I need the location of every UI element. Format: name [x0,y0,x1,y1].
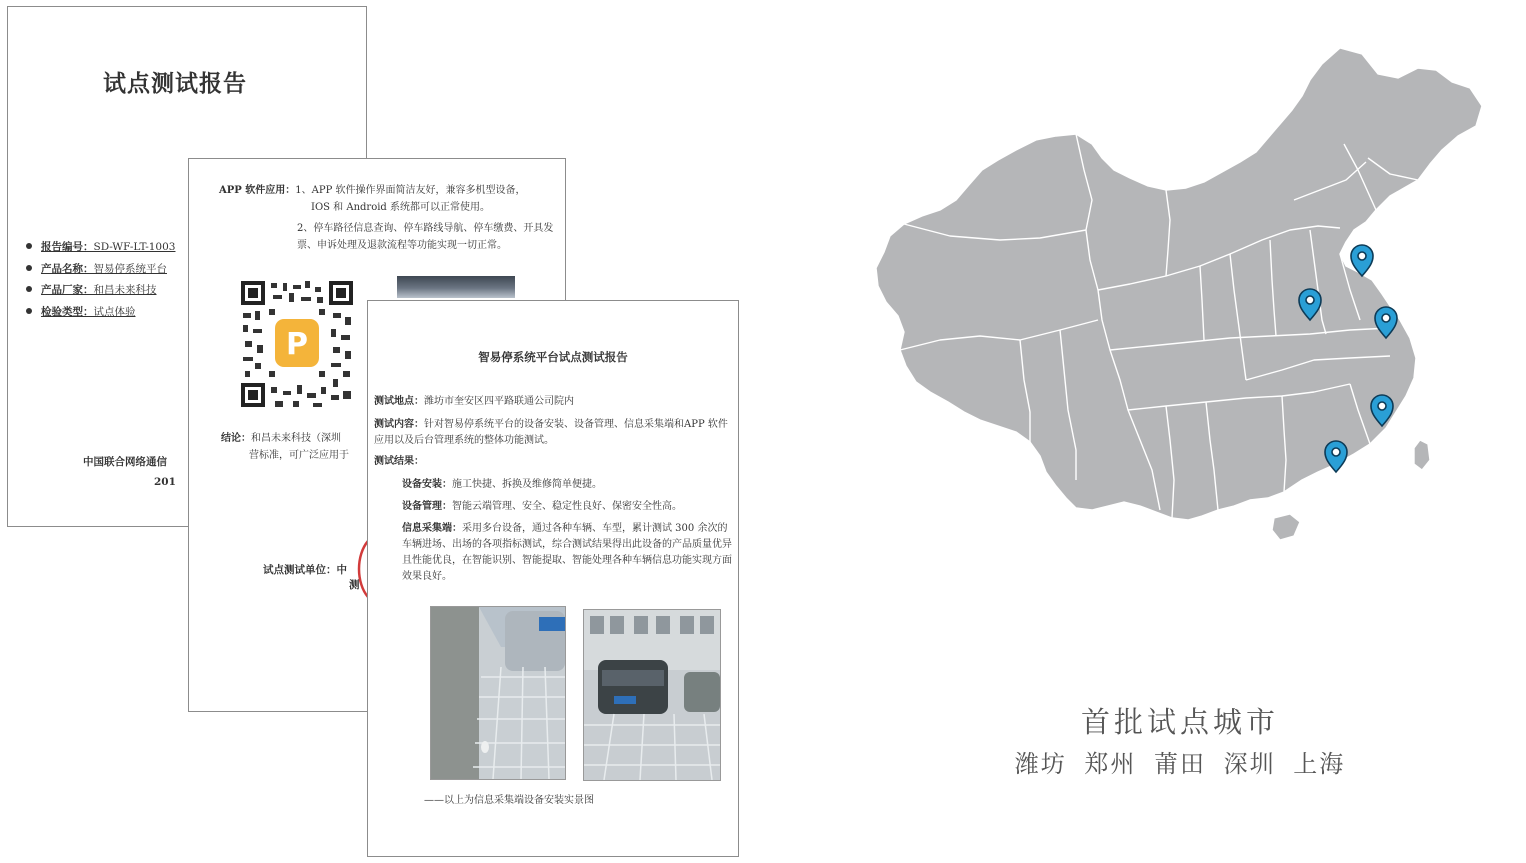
app-item-2: 2、停车路径信息查询、停车路线导航、停车缴费、开具发票、申诉处理及退款流程等功能实现一切正常。 [297,223,554,251]
bullet-icon [26,286,32,292]
manage-result: 设备管理：智能云端管理、安全、稳定性良好、保密安全性高。 [402,501,682,512]
bullet-icon [26,265,32,271]
car-photo-strip [397,276,515,298]
test-unit: 试点测试单位：中 测 [263,564,360,591]
pilot-cities-title: 首批试点城市 [1080,705,1279,739]
report-title: 智易停系统平台试点测试报告 [478,350,628,364]
report-cover-title: 试点测试报告 [103,70,247,97]
qr-code-icon [239,279,355,411]
pilot-cities-list: 潍坊 郑州 莆田 深圳 上海 [1014,750,1346,778]
cover-field: 报告编号：SD-WF-LT-1003 [26,239,175,261]
qr-logo-letter: P [286,327,308,362]
bullet-icon [26,243,32,249]
cover-field: 产品厂家：和昌未来科技 [26,282,175,304]
report-page-3 [367,300,739,857]
install-photo-left [430,606,566,780]
install-photo-right [583,609,721,781]
china-map [870,40,1490,560]
cover-date: 201 [154,476,176,488]
test-content: 测试内容：针对智易停系统平台的设备安装、设备管理、信息采集端和APP 软件应用以及后台管理系统的整体功能测试。 [374,419,728,446]
conclusion: 结论：和昌未来科技（深圳 营标准，可广泛应用于 [221,433,349,461]
test-location: 测试地点：潍坊市奎安区四平路联通公司院内 [374,396,574,407]
report-cover-fields [26,239,175,325]
cover-org: 中国联合网络通信 [83,456,167,468]
collect-result: 信息采集端：采用多台设备，通过各种车辆、车型，累计测试 300 余次的车辆进场、出场的各项指标测试，综合测试结果得出此设备的产品质量优异且性能优良，在智能识别、智能提取、智能处理各种车辆信息功能实现方面效果良好。 [402,523,732,582]
install-result: 设备安装：施工快捷、拆换及维修简单便捷。 [402,479,602,490]
photo-caption: ——以上为信息采集端设备安装实景图 [424,795,594,806]
bullet-icon [26,308,32,314]
cover-field: 检验类型：试点体验 [26,304,175,326]
app-section: APP 软件应用：1、APP 软件操作界面简洁友好，兼容多机型设备， IOS 和 Android 系统都可以正常使用。 [219,185,526,213]
test-results-label: 测试结果： [374,456,424,467]
cover-field: 产品名称：智易停系统平台 [26,261,175,283]
